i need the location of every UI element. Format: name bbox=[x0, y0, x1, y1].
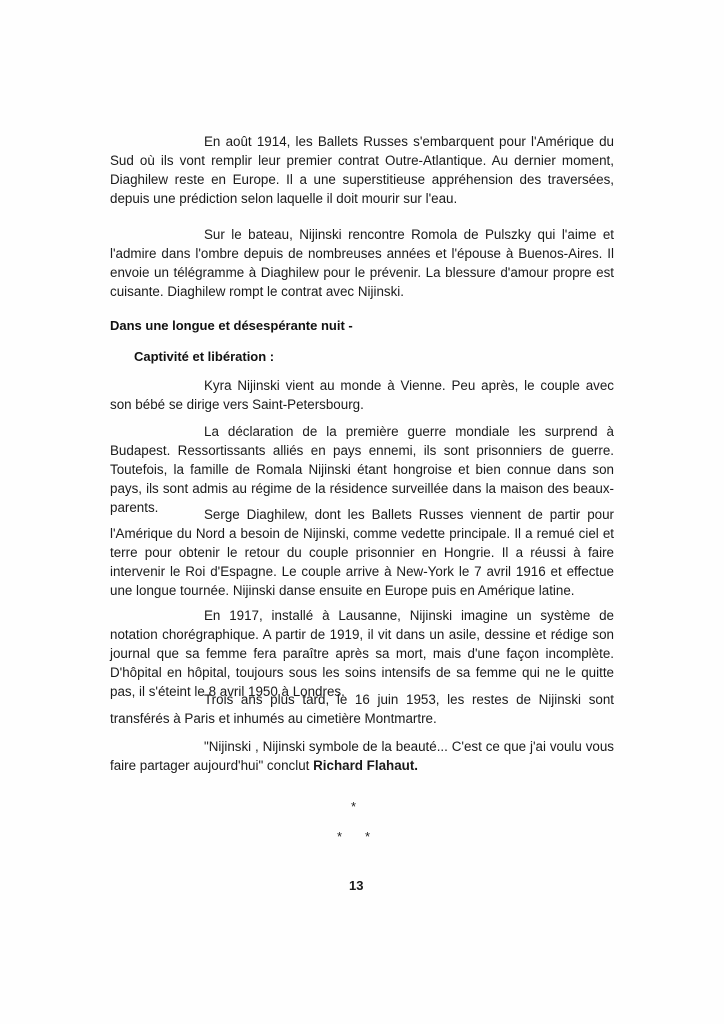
asterism-left: * bbox=[337, 829, 343, 844]
paragraph-8: "Nijinski , Nijinski symbole de la beauté... C'est ce que j'ai voulu vous faire partager aujourd'hui" conclut Richard Flahaut. bbox=[110, 739, 614, 773]
author-signature: Richard Flahaut. bbox=[313, 758, 419, 773]
paragraph-1: En août 1914, les Ballets Russes s'embarquent pour l'Amérique du Sud où ils vont remplir leur premier contrat Outre-Atlantique. Au dernier moment, Diaghilew reste en Europe. Il a une superstitieuse appréhension des traversées, depuis une prédiction selon laquelle il doit mourir sur l'eau. bbox=[110, 134, 614, 206]
asterism-right: * bbox=[365, 829, 371, 844]
paragraph-4: La déclaration de la première guerre mondiale les surprend à Budapest. Ressortissants alliés en pays ennemi, ils sont prisonniers de guerre. Toutefois, la famille de Romala Nijinski étant hongroise et bien connue dans son pays, ils sont admis au régime de la résidence surveillée dans la maison des beaux-parents. bbox=[110, 424, 614, 515]
paragraph-6: En 1917, installé à Lausanne, Nijinski imagine un système de notation chorégraphique. A partir de 1919, il vit dans un asile, dessine et rédige son journal que sa femme fera paraître après sa mort, mais d'une façon incomplète. D'hôpital en hôpital, toujours sous les soins intensifs de sa femme qui ne le quitte pas, il s'éteint le 8 avril 1950 à Londres. bbox=[110, 608, 614, 699]
subsection-heading: Captivité et libération : bbox=[134, 349, 275, 364]
paragraph-7: Trois ans plus tard, le 16 juin 1953, les restes de Nijinski sont transférés à Paris et inhumés au cimetière Montmartre. bbox=[110, 692, 614, 726]
paragraph-2: Sur le bateau, Nijinski rencontre Romola de Pulszky qui l'aime et l'admire dans l'ombre depuis de nombreuses années et l'épouse à Buenos-Aires. Il envoie un télégramme à Diaghilew pour le prévenir. La blessure d'amour propre est cuisante. Diaghilew rompt le contrat avec Nijinski. bbox=[110, 227, 614, 299]
paragraph-3: Kyra Nijinski vient au monde à Vienne. Peu après, le couple avec son bébé se dirige vers Saint-Petersbourg. bbox=[110, 378, 614, 412]
section-heading: Dans une longue et désespérante nuit - bbox=[110, 318, 353, 333]
paragraph-5: Serge Diaghilew, dont les Ballets Russes viennent de partir pour l'Amérique du Nord a besoin de Nijinski, comme vedette principale. Il a remué ciel et terre pour obtenir le retour du couple prisonnier en Hongrie. Il a réussi à faire intervenir le Roi d'Espagne. Le couple arrive à New-York le 7 avril 1916 et effectue une longue tournée. Nijinski danse ensuite en Europe puis en Amérique latine. bbox=[110, 507, 614, 598]
page-number: 13 bbox=[349, 878, 364, 893]
asterism-top: * bbox=[351, 799, 357, 814]
